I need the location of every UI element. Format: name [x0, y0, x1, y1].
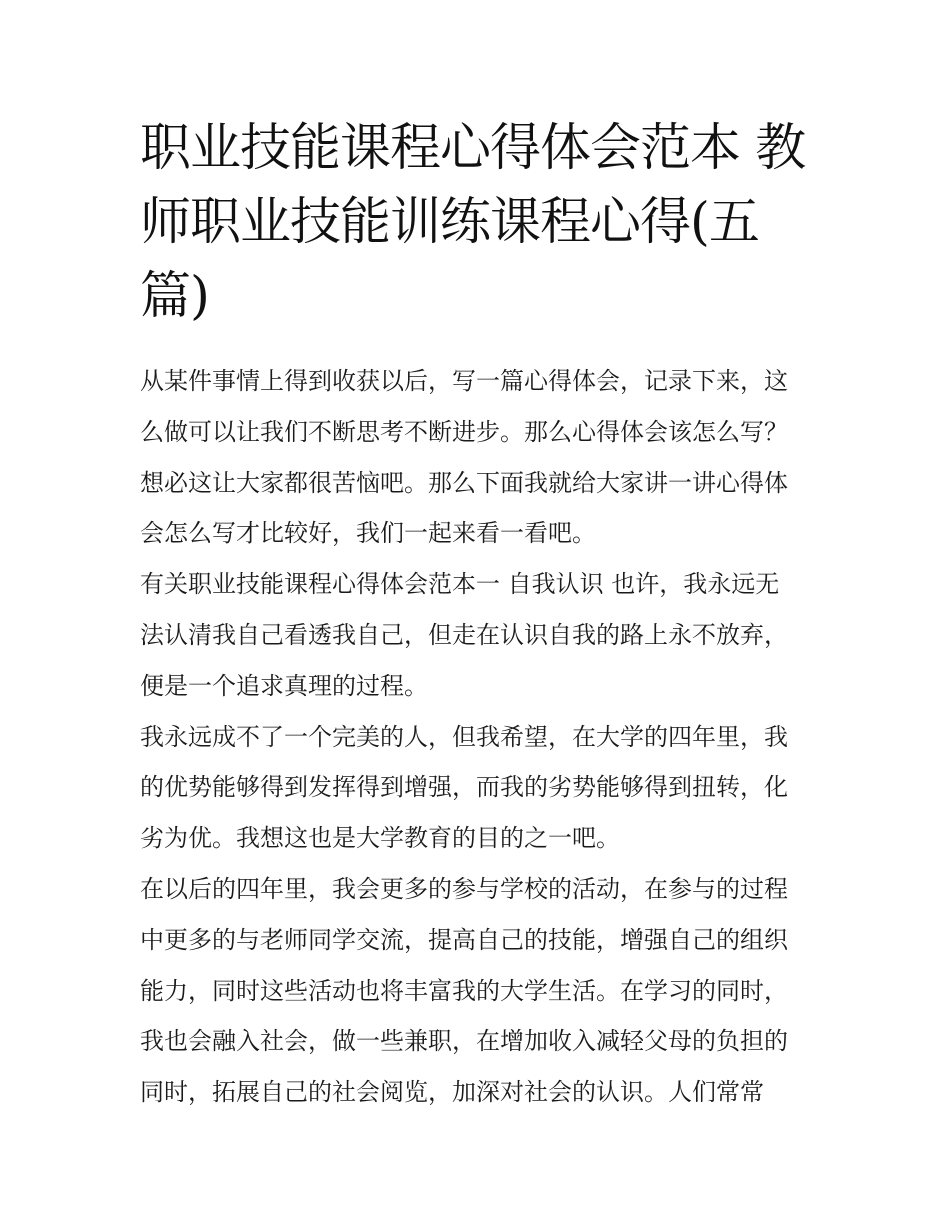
document-title: [140, 112, 830, 334]
body-line: 在以后的四年里，我会更多的参与学校的活动，在参与的过程: [140, 874, 788, 903]
body-line: 想必这让大家都很苦恼吧。那么下面我就给大家讲一讲心得体: [140, 468, 788, 497]
body-line: 么做可以让我们不断思考不断进步。那么心得体会该怎么写？: [140, 417, 788, 446]
body-line: 同时，拓展自己的社会阅览，加深对社会的认识。人们常常: [140, 1078, 764, 1107]
body-line: 中更多的与老师同学交流，提高自己的技能，增强自己的组织: [140, 925, 788, 954]
title-line: 篇): [140, 267, 209, 326]
body-line: 便是一个追求真理的过程。: [140, 671, 428, 700]
body-line: 我永远成不了一个完美的人，但我希望，在大学的四年里，我: [140, 722, 788, 751]
body-line: 法认清我自己看透我自己，但走在认识自我的路上永不放弃，: [140, 620, 788, 649]
body-line: 会怎么写才比较好，我们一起来看一看吧。: [140, 519, 596, 548]
body-line: 有关职业技能课程心得体会范本一 自我认识 也许，我永远无: [140, 570, 780, 599]
body-line: 从某件事情上得到收获以后，写一篇心得体会，记录下来，这: [140, 367, 788, 395]
title-line: 职业技能课程心得体会范本 教: [140, 119, 806, 178]
body-line: 的优势能够得到发挥得到增强，而我的劣势能够得到扭转，化: [140, 773, 788, 802]
document-body: [140, 356, 840, 1118]
title-line: 师职业技能训练课程心得(五: [140, 193, 759, 252]
body-line: 劣为优。我想这也是大学教育的目的之一吧。: [140, 824, 620, 853]
body-line: 能力，同时这些活动也将丰富我的大学生活。在学习的同时，: [140, 976, 788, 1005]
body-line: 我也会融入社会，做一些兼职，在增加收入减轻父母的负担的: [140, 1027, 788, 1056]
